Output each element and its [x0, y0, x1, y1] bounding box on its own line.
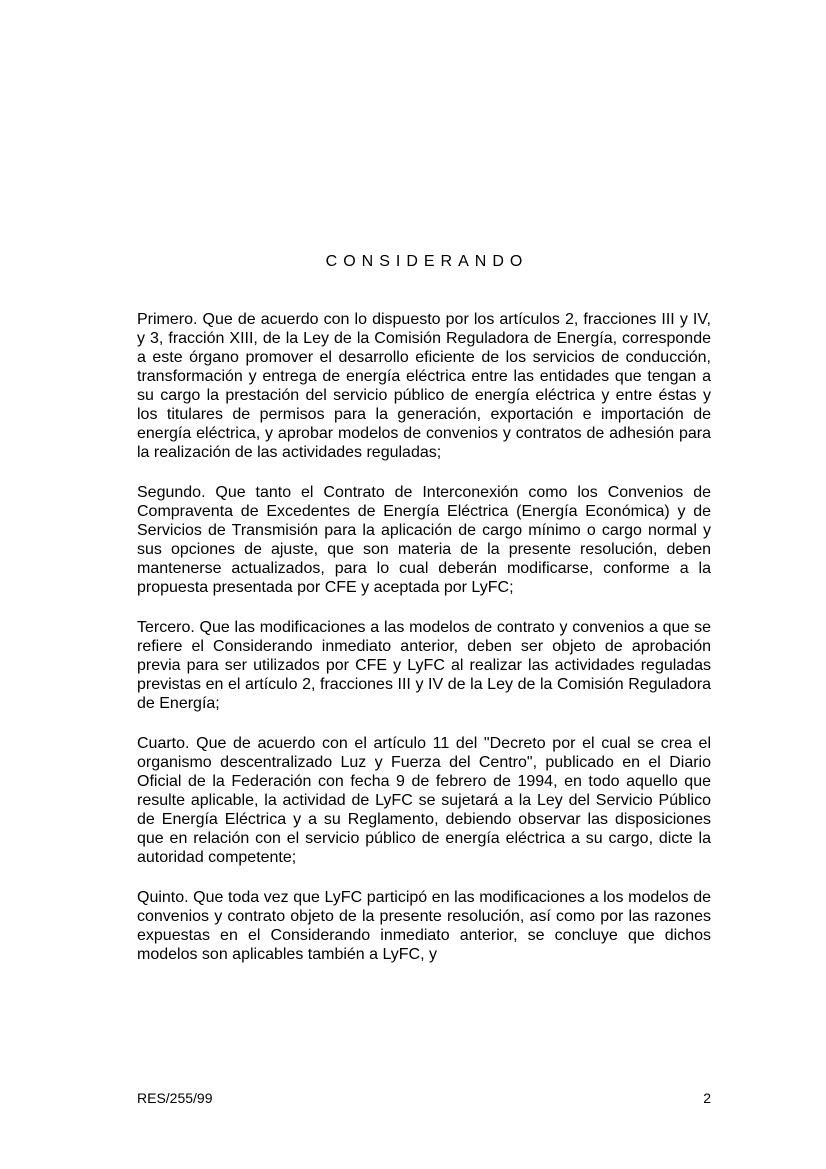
footer-page-number: 2 — [703, 1090, 711, 1106]
paragraph-cuarto: Cuarto. Que de acuerdo con el artículo 11 del "Decreto por el cual se crea el organismo descentralizado Luz y Fuerza del Centro", publicado en el Diario Oficial de la Federación con fecha 9 de febrero de 1994, en todo aquello que resulte aplicable, la actividad de LyFC se sujetará a la Ley del Servicio Público de Energía Eléctrica y a su Reglamento, debiendo observar las disposiciones que en relación con el servicio público de energía eléctrica a su cargo, dicte la autoridad competente; — [137, 735, 711, 866]
paragraph-tercero: Tercero. Que las modificaciones a las modelos de contrato y convenios a que se refiere el Considerando inmediato anterior, deben ser objeto de aprobación previa para ser utilizados por CFE y LyFC al realizar las actividades reguladas previstas en el artículo 2, fracciones III y IV de la Ley de la Comisión Reguladora de Energía; — [137, 619, 711, 712]
paragraph-quinto: Quinto. Que toda vez que LyFC participó en las modificaciones a los modelos de convenios y contrato objeto de la presente resolución, así como por las razones expuestas en el Considerando inmediato anterior, se concluye que dichos modelos son aplicables también a LyFC, y — [137, 889, 711, 963]
paragraph-primero: Primero. Que de acuerdo con lo dispuesto por los artículos 2, fracciones III y IV, y 3, fracción XIII, de la Ley de la Comisión Reguladora de Energía, corresponde a este órgano promover el desarrollo eficiente de los servicios de conducción, transformación y entrega de energía eléctrica entre las entidades que tengan a su cargo la prestación del servicio público de energía eléctrica y entre éstas y los titulares de permisos para la generación, exportación e importación de energía eléctrica, y aprobar modelos de convenios y contratos de adhesión para la realización de las actividades reguladas; — [137, 311, 711, 461]
paragraph-segundo: Segundo. Que tanto el Contrato de Interconexión como los Convenios de Compraventa de Excedentes de Energía Eléctrica (Energía Económica) y de Servicios de Transmisión para la aplicación de cargo mínimo o cargo normal y sus opciones de ajuste, que son materia de la presente resolución, deben mantenerse actualizados, para lo cual deberán modificarse, conforme a la propuesta presentada por CFE y aceptada por LyFC; — [137, 484, 711, 596]
page-title: CONSIDERANDO — [325, 253, 529, 270]
page-footer — [137, 1090, 711, 1106]
text-column — [137, 0, 711, 985]
footer-reference: RES/255/99 — [137, 1090, 213, 1106]
